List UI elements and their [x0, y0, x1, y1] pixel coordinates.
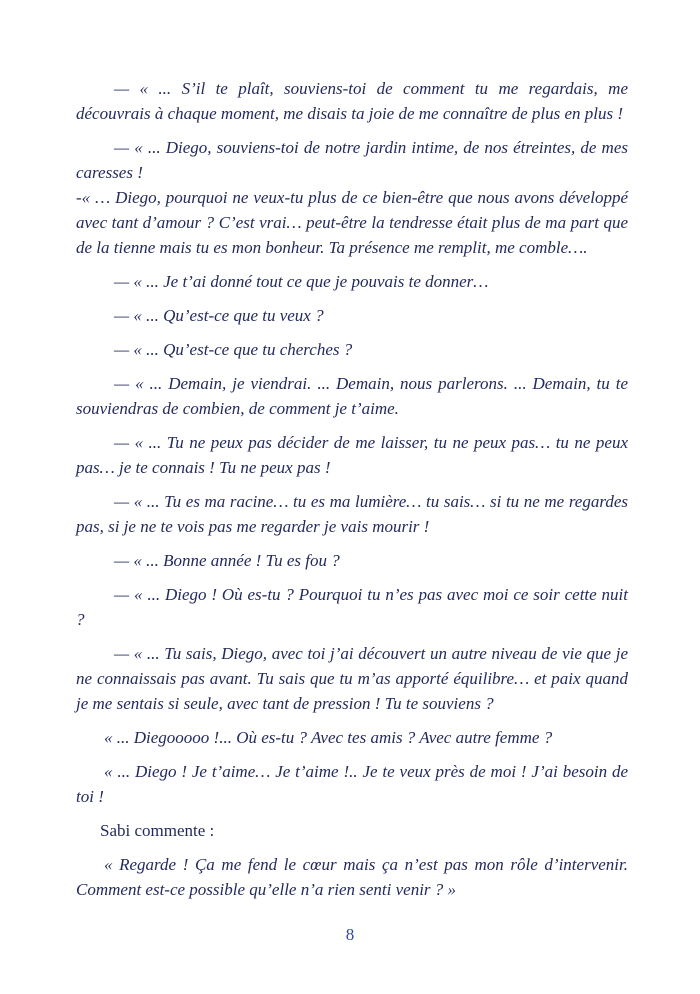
paragraph: — « ... Tu es ma racine… tu es ma lumière… tu sais… si tu ne me regardes pas, si je ne te vois pas me regarder je vais mourir !	[76, 492, 628, 536]
paragraph-speaker-note: Sabi commente :	[100, 821, 215, 840]
paragraph: — « ... Diego ! Où es-tu ? Pourquoi tu n’es pas avec moi ce soir cette nuit ?	[76, 585, 628, 629]
page-number: 8	[345, 925, 355, 944]
paragraph: — « ... Qu’est-ce que tu veux ?	[114, 306, 324, 325]
paragraph: « Regarde ! Ça me fend le cœur mais ça n’est pas mon rôle d’intervenir. Comment est-ce possible qu’elle n’a rien senti venir ? »	[76, 855, 628, 899]
paragraph: -« … Diego, pourquoi ne veux-tu plus de ce bien-être que nous avons développé avec tant d’amour ? C’est vrai… peut-être la tendresse était plus de ma part que de la tienne mais tu es mon bonheur. Ta présence me remplit, me comble….	[76, 188, 628, 257]
paragraph: — « ... Demain, je viendrai. ... Demain, nous parlerons. ... Demain, tu te souviendras de combien, de comment je t’aime.	[76, 374, 628, 418]
paragraph: — « ... Qu’est-ce que tu cherches ?	[114, 340, 353, 359]
paragraph: — « ... Bonne année ! Tu es fou ?	[114, 551, 340, 570]
paragraph: « ... Diegooooo !... Où es-tu ? Avec tes amis ? Avec autre femme ?	[104, 728, 553, 747]
paragraph: — « ... Tu ne peux pas décider de me laisser, tu ne peux pas… tu ne peux pas… je te connais ! Tu ne peux pas !	[76, 433, 628, 477]
paragraph: « ... Diego ! Je t’aime… Je t’aime !.. Je te veux près de moi ! J’ai besoin de toi !	[76, 762, 628, 806]
paragraph: — « ... S’il te plaît, souviens-toi de comment tu me regardais, me découvrais à chaque moment, me disais ta joie de me connaître de plus en plus !	[76, 79, 628, 123]
paragraph: — « ... Je t’ai donné tout ce que je pouvais te donner…	[114, 272, 489, 291]
paragraph: — « ... Diego, souviens-toi de notre jardin intime, de nos étreintes, de mes caresses !	[76, 138, 628, 182]
paragraph: — « ... Tu sais, Diego, avec toi j’ai découvert un autre niveau de vie que je ne connaissais pas avant. Tu sais que tu m’as apporté équilibre… et paix quand je me sentais si seule, avec tant de pression ! Tu te souviens ?	[76, 644, 628, 713]
page-content	[76, 76, 628, 911]
